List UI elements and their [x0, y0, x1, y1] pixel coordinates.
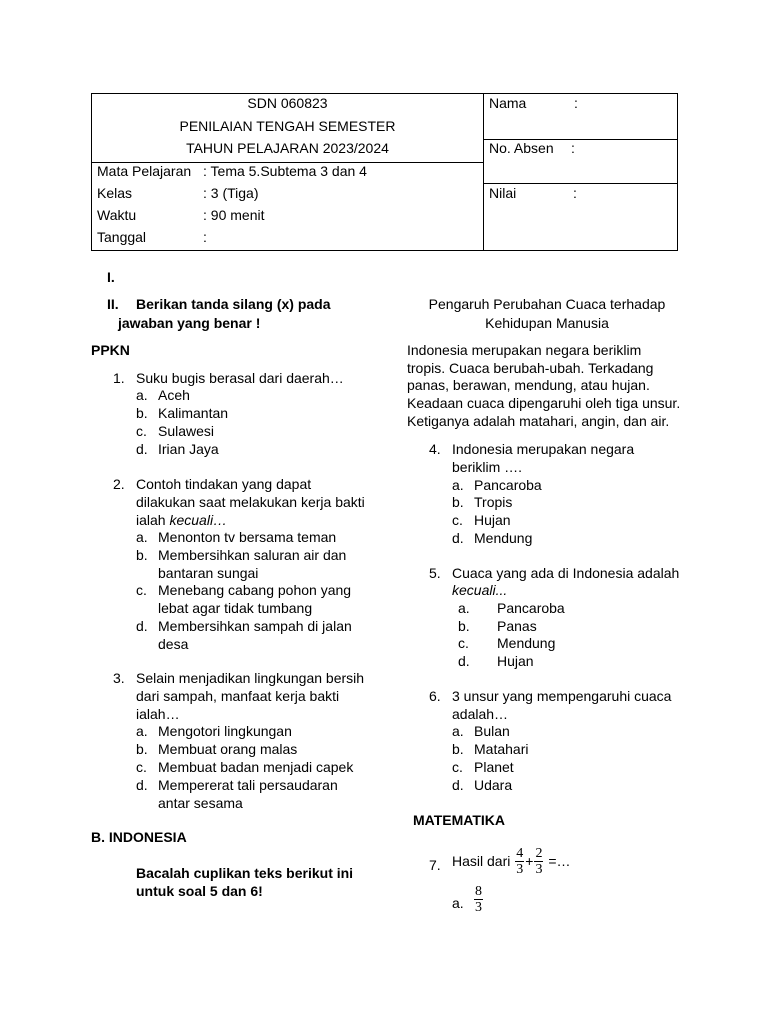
- q5-option-a-letter: a.: [458, 600, 470, 616]
- q4-option-a-letter: a.: [452, 477, 464, 493]
- school-name: SDN 060823: [247, 95, 328, 111]
- q1-option-a-letter: a.: [136, 387, 148, 403]
- q7-option-a-fraction: [473, 884, 484, 915]
- q3-option-a: Mengotori lingkungan: [158, 723, 292, 739]
- q2-line3-text: ialah: [136, 512, 170, 528]
- q3-option-b: Membuat orang malas: [158, 741, 298, 757]
- denominator: 3: [516, 862, 524, 877]
- q2-line1: Contoh tindakan yang dapat: [136, 476, 312, 492]
- q4-option-a: Pancaroba: [474, 477, 542, 493]
- q2-option-a-letter: a.: [136, 529, 148, 545]
- q1-option-c: Sulawesi: [158, 423, 215, 439]
- q4-option-b-letter: b.: [452, 494, 464, 510]
- q2-option-a: Menonton tv bersama teman: [158, 529, 337, 545]
- q1-option-d-letter: d.: [136, 441, 148, 457]
- q6-option-b: Matahari: [474, 741, 529, 757]
- q4-line2: beriklim ….: [452, 459, 523, 475]
- q3-option-d-line2: antar sesama: [158, 795, 243, 811]
- q2-option-d-letter: d.: [136, 618, 148, 634]
- q7-option-a-letter: a.: [452, 895, 464, 911]
- subject-math: MATEMATIKA: [413, 812, 506, 828]
- q3-number: 3.: [113, 670, 125, 686]
- q1-number: 1.: [113, 370, 125, 386]
- q1-option-d: Irian Jaya: [158, 441, 219, 457]
- denominator: 3: [475, 900, 482, 915]
- q6-option-b-letter: b.: [452, 741, 464, 757]
- q6-option-a-letter: a.: [452, 723, 464, 739]
- q5-line2: kecuali...: [452, 582, 508, 598]
- reading-instruction-line2: untuk soal 5 dan 6!: [136, 883, 263, 899]
- field-label-score: Nilai: [489, 185, 517, 201]
- q3-option-c-letter: c.: [136, 759, 147, 775]
- q3-option-c: Membuat badan menjadi capek: [158, 759, 354, 775]
- q5-option-a: Pancaroba: [497, 600, 565, 616]
- q2-option-d-line1: Membersihkan sampah di jalan: [158, 618, 352, 634]
- reading-instruction-line1: Bacalah cuplikan teks berikut ini: [136, 865, 354, 881]
- field-value-date: :: [203, 229, 207, 245]
- instruction-line2: jawaban yang benar !: [118, 315, 261, 331]
- q2-option-b-letter: b.: [136, 547, 148, 563]
- field-label-subject: Mata Pelajaran: [97, 163, 192, 179]
- q5-option-d: Hujan: [497, 653, 534, 669]
- q5-option-c-letter: c.: [458, 635, 469, 651]
- field-colon-absen: :: [571, 140, 575, 156]
- q3-line1: Selain menjadikan lingkungan bersih: [136, 670, 365, 686]
- field-colon-score: :: [573, 185, 577, 201]
- q3-line3: ialah…: [136, 706, 180, 722]
- q6-line1: 3 unsur yang mempengaruhi cuaca: [452, 688, 672, 704]
- numerator: 8: [475, 884, 482, 899]
- q1-option-a: Aceh: [158, 387, 190, 403]
- q7-question: [452, 846, 571, 877]
- q5-option-d-letter: d.: [458, 653, 470, 669]
- q3-option-b-letter: b.: [136, 741, 148, 757]
- field-label-date: Tanggal: [97, 229, 147, 245]
- q5-number: 5.: [429, 565, 441, 581]
- q1-text: Suku bugis berasal dari daerah…: [136, 370, 344, 386]
- q3-option-d-letter: d.: [136, 777, 148, 793]
- numerator: 2: [535, 846, 543, 861]
- fraction: [534, 846, 543, 877]
- q1-option-c-letter: c.: [136, 423, 147, 439]
- q6-number: 6.: [429, 688, 441, 704]
- q2-option-c-letter: c.: [136, 582, 147, 598]
- q3-line2: dari sampah, manfaat kerja bakti: [136, 688, 340, 704]
- q2-line3-italic: kecuali…: [169, 512, 228, 528]
- q4-option-c: Hujan: [474, 512, 511, 528]
- passage-title-line2: Kehidupan Manusia: [485, 315, 609, 331]
- field-label-time: Waktu: [97, 207, 137, 223]
- q7-text: Hasil dari: [452, 853, 511, 869]
- table-divider: [483, 183, 678, 184]
- q5-option-c: Mendung: [497, 635, 556, 651]
- q1-option-b-letter: b.: [136, 405, 148, 421]
- q2-option-b-line1: Membersihkan saluran air dan: [158, 547, 347, 563]
- q4-number: 4.: [429, 441, 441, 457]
- q4-option-d: Mendung: [474, 530, 533, 546]
- q3-option-a-letter: a.: [136, 723, 148, 739]
- field-label-class: Kelas: [97, 185, 133, 201]
- denominator: 3: [535, 862, 543, 877]
- q5-line1: Cuaca yang ada di Indonesia adalah: [452, 565, 680, 581]
- school-year: TAHUN PELAJARAN 2023/2024: [186, 140, 389, 156]
- q2-option-b-line2: bantaran sungai: [158, 565, 259, 581]
- q2-line2: dilakukan saat melakukan kerja bakti: [136, 494, 365, 510]
- q2-option-c-line2: lebat agar tidak tumbang: [158, 600, 313, 616]
- q2-option-d-line2: desa: [158, 636, 189, 652]
- q6-line2: adalah…: [452, 706, 509, 722]
- field-value-subject: : Tema 5.Subtema 3 dan 4: [203, 163, 367, 179]
- q4-option-c-letter: c.: [452, 512, 463, 528]
- q2-option-c-line1: Menebang cabang pohon yang: [158, 582, 352, 598]
- header-table: [91, 93, 678, 251]
- q2-line3: [136, 512, 227, 529]
- q7-number: 7.: [429, 857, 441, 873]
- exam-title: PENILAIAN TENGAH SEMESTER: [179, 118, 396, 134]
- section-one: I.: [107, 269, 115, 285]
- q5-option-b: Panas: [497, 618, 537, 634]
- instruction-line1: Berikan tanda silang (x) pada: [136, 296, 331, 312]
- q1-option-b: Kalimantan: [158, 405, 229, 421]
- q4-option-b: Tropis: [474, 494, 513, 510]
- subject-bindo: B. INDONESIA: [91, 829, 187, 845]
- q5-option-b-letter: b.: [458, 618, 470, 634]
- q6-option-d: Udara: [474, 777, 513, 793]
- section-two-num: II.: [107, 296, 119, 312]
- passage-line: Indonesia merupakan negara beriklim: [407, 342, 642, 358]
- field-label-absen: No. Absen: [489, 140, 554, 156]
- q4-line1: Indonesia merupakan negara: [452, 441, 635, 457]
- numerator: 4: [516, 846, 524, 861]
- q4-option-d-letter: d.: [452, 530, 464, 546]
- field-value-time: : 90 menit: [203, 207, 265, 223]
- subject-ppkn: PPKN: [91, 342, 130, 358]
- q3-option-d-line1: Mempererat tali persaudaran: [158, 777, 338, 793]
- q6-option-c: Planet: [474, 759, 514, 775]
- passage-line: Keadaan cuaca dipengaruhi oleh tiga unsur.: [407, 395, 681, 411]
- passage-line: tropis. Cuaca berubah-ubah. Terkadang: [407, 360, 654, 376]
- fraction: [474, 884, 483, 915]
- field-value-class: : 3 (Tiga): [203, 185, 259, 201]
- q6-option-a: Bulan: [474, 723, 510, 739]
- field-colon-name: :: [574, 95, 578, 111]
- passage-line: Ketiganya adalah matahari, angin, dan air.: [407, 413, 670, 429]
- equals-sign: =…: [548, 853, 571, 869]
- field-label-name: Nama: [489, 95, 527, 111]
- table-divider: [483, 94, 484, 250]
- q6-option-c-letter: c.: [452, 759, 463, 775]
- passage-title-line1: Pengaruh Perubahan Cuaca terhadap: [428, 296, 666, 312]
- passage-line: panas, berawan, mendung, atau hujan.: [407, 377, 650, 393]
- q6-option-d-letter: d.: [452, 777, 464, 793]
- plus-sign: +: [525, 853, 534, 869]
- fraction: [515, 846, 524, 877]
- q2-number: 2.: [113, 476, 125, 492]
